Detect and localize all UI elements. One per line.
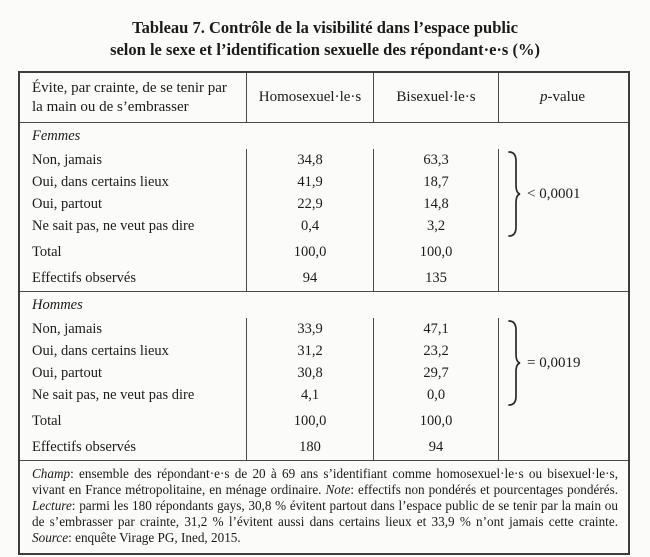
footnote-note-label: Note	[325, 482, 351, 498]
value-homo: 33,9	[246, 318, 373, 340]
row-label-effectifs: Effectifs observés	[32, 438, 137, 455]
pvalue-text-hommes: = 0,0019	[527, 354, 581, 371]
column-header-bisexuels: Bisexuel·le·s	[373, 73, 498, 122]
row-label: Oui, partout	[32, 195, 103, 212]
curly-brace-icon	[506, 151, 522, 237]
table-title-line2: selon le sexe et l’identification sexuelle des répondant·e·s (%)	[110, 39, 540, 59]
row-label: Oui, dans certains lieux	[32, 173, 169, 190]
row-label-total: Total	[32, 244, 62, 260]
value-bi: 18,7	[373, 171, 498, 193]
footnote-champ-text: : ensemble des répondant·e·s de 20 à 69 ans s’identifiant comme homosexuel·le·s ou bisexuel·le·s, vivant en France métropolitaine, en ménage ordinaire.	[32, 466, 618, 498]
column-header-homosexuels: Homosexuel·le·s	[246, 73, 373, 122]
section-label-hommes: Hommes	[32, 296, 83, 313]
pvalue-group-hommes	[506, 319, 580, 407]
value-homo: 41,9	[246, 171, 373, 193]
pvalue-cell-hommes	[498, 318, 626, 460]
row-label: Ne sait pas, ne veut pas dire	[32, 217, 195, 234]
row-label: Oui, dans certains lieux	[32, 342, 169, 359]
row-label-effectifs: Effectifs observés	[32, 269, 137, 286]
value-bi-effectifs: 94	[373, 434, 498, 460]
pvalue-cell-femmes	[498, 149, 626, 291]
value-homo-effectifs: 180	[246, 434, 373, 460]
value-bi-total: 100,0	[373, 406, 498, 434]
row-label: Non, jamais	[32, 151, 103, 168]
row-label: Non, jamais	[32, 320, 103, 337]
row-label: Oui, partout	[32, 364, 103, 381]
value-bi: 23,2	[373, 340, 498, 362]
section-femmes-grid	[20, 149, 628, 291]
column-header-question: Évite, par crainte, de se tenir par la main ou de s’embrasser	[32, 79, 227, 115]
pvalue-group-femmes	[506, 150, 580, 238]
footnote-source-text: : enquête Virage PG, Ined, 2015.	[68, 530, 241, 546]
value-bi: 47,1	[373, 318, 498, 340]
section-hommes-grid	[20, 318, 628, 460]
curly-brace-icon	[506, 320, 522, 406]
table-footnote	[20, 460, 628, 553]
pvalue-text-femmes: < 0,0001	[527, 185, 581, 202]
value-bi: 0,0	[373, 384, 498, 406]
section-femmes	[20, 123, 628, 291]
value-bi: 3,2	[373, 215, 498, 237]
value-homo: 31,2	[246, 340, 373, 362]
section-label-femmes: Femmes	[32, 127, 81, 144]
table-title-line1: Tableau 7. Contrôle de la visibilité dans l’espace public	[132, 18, 518, 37]
column-header-pvalue	[498, 73, 626, 122]
footnote-lecture-label: Lecture	[32, 498, 72, 514]
value-homo: 30,8	[246, 362, 373, 384]
row-label-total: Total	[32, 413, 62, 429]
pvalue-suffix: -value	[547, 89, 585, 106]
footnote-source-label: Source	[32, 530, 69, 546]
table-title	[0, 0, 650, 61]
value-bi: 63,3	[373, 149, 498, 171]
data-table	[18, 71, 630, 555]
value-bi: 29,7	[373, 362, 498, 384]
value-homo-total: 100,0	[246, 406, 373, 434]
pvalue-p-symbol: p	[540, 89, 548, 106]
value-homo-total: 100,0	[246, 237, 373, 265]
value-homo: 22,9	[246, 193, 373, 215]
value-homo: 4,1	[246, 384, 373, 406]
value-bi: 14,8	[373, 193, 498, 215]
value-homo-effectifs: 94	[246, 265, 373, 291]
footnote-lecture-text: : parmi les 180 répondants gays, 30,8 % évitent partout dans l’espace public de se tenir par la main ou de s’embrasser par crainte, 31,2 % l’évitent aussi dans certains lieux et 33,9 % n’ont jamais cette crainte.	[32, 498, 618, 530]
value-homo: 34,8	[246, 149, 373, 171]
value-bi-effectifs: 135	[373, 265, 498, 291]
value-homo: 0,4	[246, 215, 373, 237]
section-hommes	[20, 291, 628, 460]
value-bi-total: 100,0	[373, 237, 498, 265]
row-label: Ne sait pas, ne veut pas dire	[32, 386, 195, 403]
table-header-row	[20, 73, 628, 123]
footnote-note-text: : effectifs non pondérés et pourcentages pondérés.	[350, 482, 619, 498]
footnote-champ-label: Champ	[32, 466, 71, 481]
